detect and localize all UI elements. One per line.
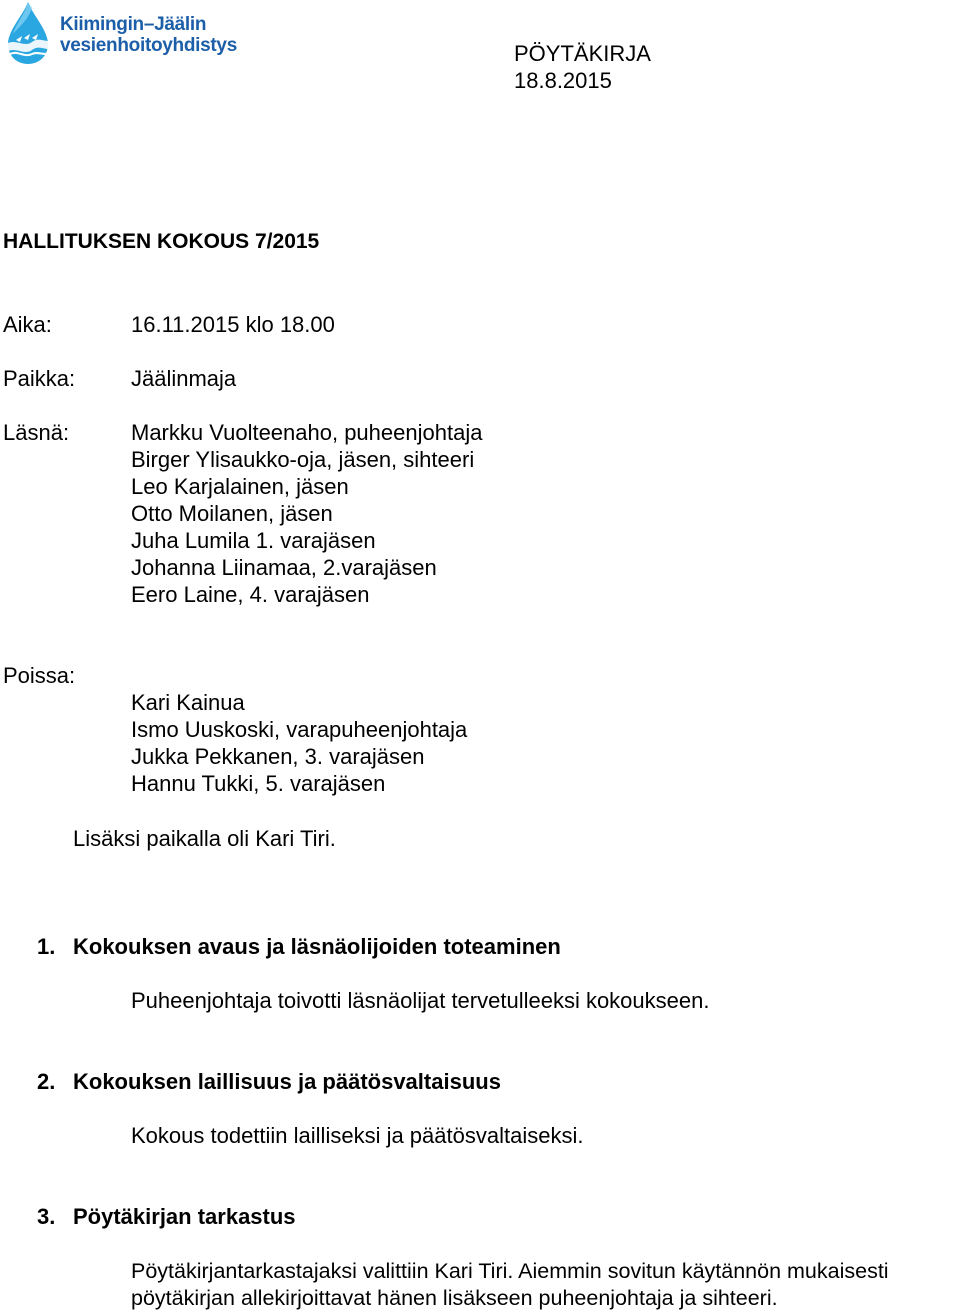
- document-date: 18.8.2015: [514, 68, 612, 93]
- item-body: pöytäkirjan allekirjoittavat hänen lisäkseen puheenjohtaja ja sihteeri.: [131, 1286, 778, 1310]
- item-number: 2.: [37, 1069, 56, 1094]
- additional-attendee-note: Lisäksi paikalla oli Kari Tiri.: [73, 826, 336, 851]
- item-heading: Kokouksen avaus ja läsnäolijoiden toteaminen: [73, 934, 561, 959]
- list-item: Jukka Pekkanen, 3. varajäsen: [131, 744, 425, 769]
- place-value: Jäälinmaja: [131, 366, 237, 391]
- list-item: Kari Kainua: [131, 690, 245, 715]
- organization-logo: [2, 0, 242, 70]
- present-list: [131, 419, 482, 608]
- list-item: Otto Moilanen, jäsen: [131, 501, 333, 526]
- list-item: Markku Vuolteenaho, puheenjohtaja: [131, 420, 483, 445]
- item-body: Pöytäkirjantarkastajaksi valittiin Kari Tiri. Aiemmin sovitun käytännön mukaisesti: [131, 1259, 889, 1283]
- item-body: Puheenjohtaja toivotti läsnäolijat tervetulleeksi kokoukseen.: [131, 988, 710, 1013]
- list-item: Hannu Tukki, 5. varajäsen: [131, 771, 386, 796]
- list-item: Birger Ylisaukko-oja, jäsen, sihteeri: [131, 447, 475, 472]
- time-value: 16.11.2015 klo 18.00: [131, 312, 335, 337]
- list-item: Juha Lumila 1. varajäsen: [131, 528, 376, 553]
- place-label: Paikka:: [3, 366, 76, 391]
- meeting-title: HALLITUKSEN KOKOUS 7/2015: [3, 230, 320, 253]
- document-type: PÖYTÄKIRJA: [514, 41, 651, 66]
- item-body: Kokous todettiin lailliseksi ja päätösvaltaiseksi.: [131, 1123, 584, 1148]
- list-item: Leo Karjalainen, jäsen: [131, 474, 349, 499]
- list-item: Ismo Uuskoski, varapuheenjohtaja: [131, 717, 468, 742]
- present-label: Läsnä:: [3, 420, 70, 445]
- item-heading: Kokouksen laillisuus ja päätösvaltaisuus: [73, 1069, 501, 1094]
- logo-text-line1: Kiimingin–Jäälin: [60, 14, 207, 35]
- item-heading: Pöytäkirjan tarkastus: [73, 1204, 296, 1229]
- absent-label: Poissa:: [3, 663, 76, 688]
- list-item: Johanna Liinamaa, 2.varajäsen: [131, 555, 437, 580]
- item-number: 1.: [37, 934, 56, 959]
- absent-list: [131, 689, 467, 797]
- item-number: 3.: [37, 1204, 56, 1229]
- list-item: Eero Laine, 4. varajäsen: [131, 582, 370, 607]
- logo-text-line2: vesienhoitoyhdistys: [60, 35, 237, 56]
- time-label: Aika:: [3, 312, 52, 337]
- water-drop-icon: [2, 0, 58, 66]
